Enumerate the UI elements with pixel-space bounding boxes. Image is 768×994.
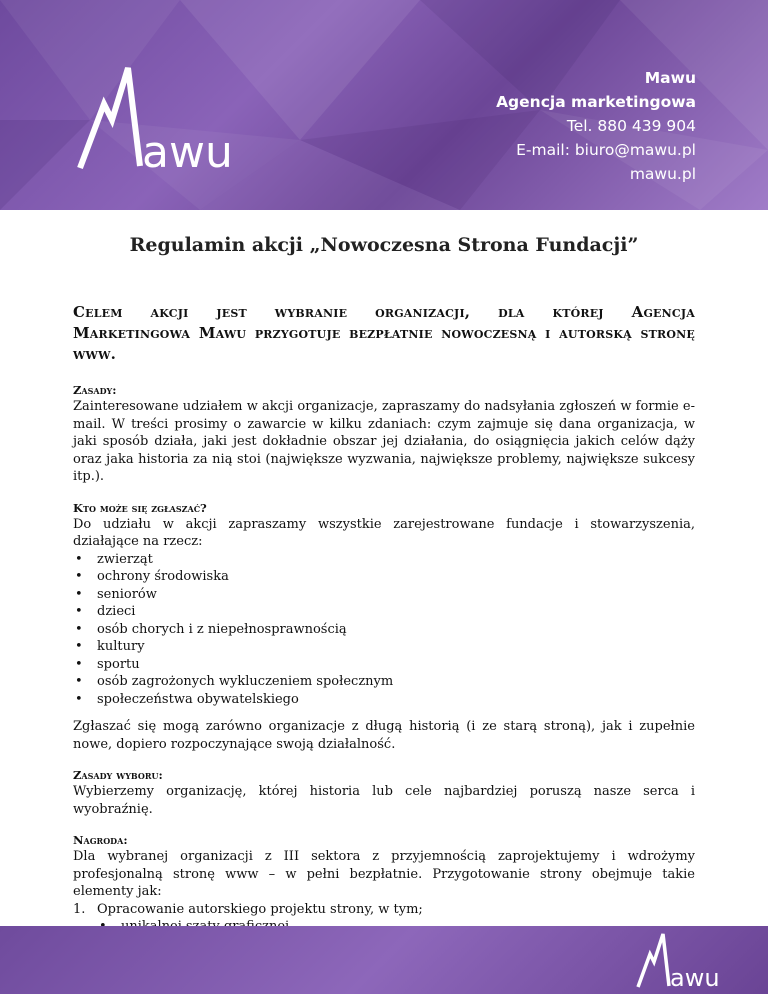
- list-item: • społeczeństwa obywatelskiego: [73, 691, 695, 709]
- section-text-zasady: Zainteresowane udziałem w akcji organizacje, zapraszamy do nadsyłania zgłoszeń w formie e-mail. W treści prosimy o zawarcie w kilku zdaniach: czym zajmuje się dana organizacja, w jaki sposób działa, jaki jest dokładnie obszar jej działania, do osiągnięcia jakich celów dąży oraz jaka historia za nią stoi (największe wyzwania, największe problemy, największe sukcesy itp.).: [73, 399, 695, 484]
- list-item: • dzieci: [73, 603, 695, 621]
- company-name: Mawu: [644, 69, 696, 87]
- email-address: E-mail: biuro@mawu.pl: [516, 141, 696, 159]
- list-item: • osób chorych i z niepełnosprawnością: [73, 621, 695, 639]
- section-text-wybor: Wybierzemy organizację, której historia lub cele najbardziej poruszą nasze serca i wyobraźnię.: [73, 784, 695, 817]
- mawu-logo-small: [636, 932, 746, 994]
- document-title: Regulamin akcji „Nowoczesna Strona Fundacji”: [129, 234, 639, 256]
- website-link[interactable]: mawu.pl: [629, 165, 696, 183]
- section-heading-wybor: Zasady wyboru:: [73, 768, 163, 782]
- section-outro-kto: Zgłaszać się mogą zarówno organizacje z długą historią (i ze starą stroną), jak i zupełnie nowe, dopiero rozpoczynające swoją działalność.: [73, 719, 695, 752]
- letterhead-footer: [0, 926, 768, 994]
- section-intro-kto: Do udziału w akcji zapraszamy wszystkie zarejestrowane fundacje i stowarzyszenia, działające na rzecz:: [73, 516, 695, 549]
- phone-number: Tel. 880 439 904: [566, 117, 696, 135]
- section-heading-zasady: Zasady:: [73, 383, 117, 397]
- lead-statement: Celem akcji jest wybranie organizacji, dla której Agencja Marketingowa Mawu przygotuje bezpłatnie nowoczesną i autorską stronę www.: [73, 303, 695, 363]
- list-item: • seniorów: [73, 586, 695, 604]
- list-item: • sportu: [73, 656, 695, 674]
- numbered-item: 1. Opracowanie autorskiego projektu strony, w tym;: [73, 901, 423, 917]
- contact-block: [496, 66, 696, 186]
- eligible-areas-list: [73, 551, 695, 709]
- company-subtitle: Agencja marketingowa: [496, 93, 696, 111]
- list-item: • kultury: [73, 638, 695, 656]
- footer-logo-wordmark: awu: [670, 964, 720, 990]
- mawu-logo: [76, 64, 266, 178]
- section-heading-kto: Kto może się zgłaszać?: [73, 500, 207, 515]
- list-item: • zwierząt: [73, 551, 695, 569]
- logo-wordmark: awu: [142, 127, 233, 174]
- list-item: • osób zagrożonych wykluczeniem społecznym: [73, 673, 695, 691]
- letterhead-header: [0, 0, 768, 210]
- section-text-nagroda: Dla wybranej organizacji z III sektora z przyjemnością zaprojektujemy i wdrożymy profesjonalną stronę www – w pełni bezpłatnie. Przygotowanie strony obejmuje takie elementy jak:: [73, 849, 695, 899]
- list-item: • ochrony środowiska: [73, 568, 695, 586]
- section-heading-nagroda: Nagroda:: [73, 833, 128, 847]
- document-body: [73, 302, 695, 953]
